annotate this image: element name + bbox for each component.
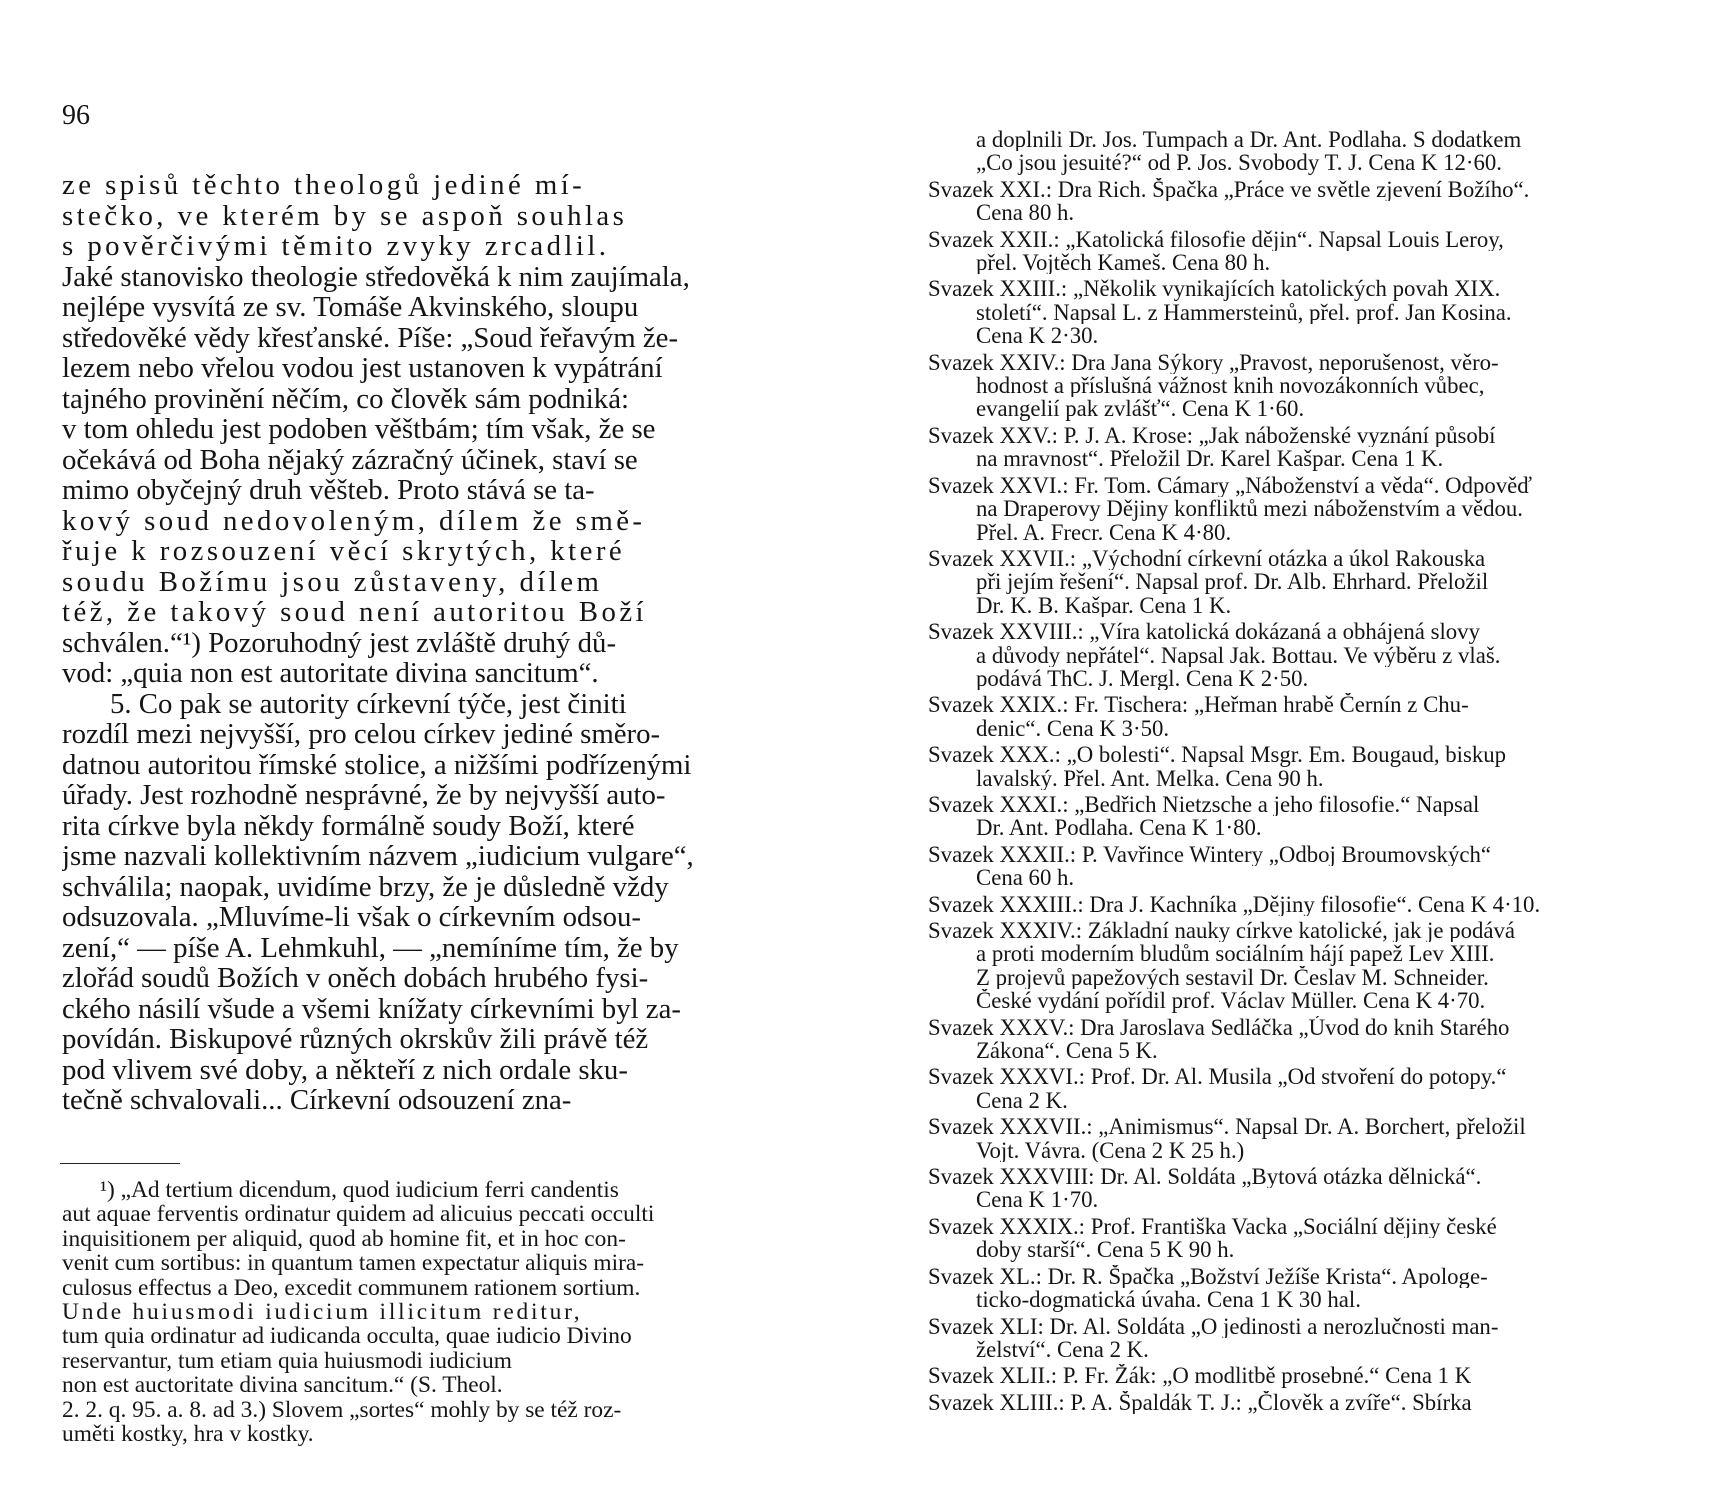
catalog-entry-line: Svazek XXIII.: „Několik vynikajících katolických povah XIX. bbox=[928, 277, 1501, 301]
text-line: zení,“ — píše A. Lehmkuhl, — „nemíníme tím, že by bbox=[62, 932, 679, 963]
text-line: rita církve byla někdy formálně soudy Boží, které bbox=[62, 810, 635, 841]
catalog-entry-line: a proti moderním bludům sociálním hájí papež Lev XIII. bbox=[976, 942, 1495, 966]
text-line: kový soud nedovoleným, dílem že smě- bbox=[62, 505, 646, 536]
catalog-entry-line: Svazek XXXIII.: Dra J. Kachníka „Dějiny filosofie“. Cena K 4·10. bbox=[928, 892, 1541, 916]
catalog-entry-line: Svazek XLII.: P. Fr. Žák: „O modlitbě prosebné.“ Cena 1 K bbox=[928, 1364, 1472, 1388]
catalog-entry-line: na mravnost“. Přeložil Dr. Karel Kašpar. Cena 1 K. bbox=[976, 447, 1444, 471]
catalog-entry-line: Cena 60 h. bbox=[976, 866, 1075, 890]
catalog-entry-line: České vydání pořídil prof. Václav Müller. Cena K 4·70. bbox=[976, 989, 1486, 1013]
catalog-entry-line: Svazek XXVI.: Fr. Tom. Cámary „Náboženství a věda“. Odpověď bbox=[928, 473, 1533, 498]
text-line: tajného provinění něčím, co člověk sám podniká: bbox=[62, 383, 629, 414]
text-line: povídán. Biskupové různých okrskův žili právě též bbox=[62, 1024, 649, 1055]
text-line: soudu Božímu jsou zůstaveny, dílem bbox=[62, 566, 603, 597]
catalog-entry-line: doby starší“. Cena 5 K 90 h. bbox=[976, 1238, 1235, 1262]
catalog-entry-line: Svazek XLI: Dr. Al. Soldáta „O jedinosti a nerozlučnosti man- bbox=[928, 1314, 1499, 1338]
catalog-entry-line: na Draperovy Dějiny konfliktů mezi náboženstvím a vědou. bbox=[976, 497, 1523, 521]
catalog-entry bbox=[928, 743, 1668, 790]
catalog-entry-line: Svazek XXIV.: Dra Jana Sýkory „Pravost, neporušenost, věro- bbox=[928, 350, 1499, 375]
text-line: jsme nazvali kollektivním názvem „iudicium vulgare“, bbox=[62, 841, 694, 872]
catalog-entry-line: přel. Vojtěch Kameš. Cena 80 h. bbox=[976, 251, 1271, 275]
text-line: schválila; naopak, uvidíme brzy, že je důsledně vždy bbox=[62, 871, 669, 902]
catalog-entry-line: Svazek XXXV.: Dra Jaroslava Sedláčka „Úvod do knih Starého bbox=[928, 1015, 1510, 1040]
catalog-entry-line: Svazek XXII.: „Katolická filosofie dějin“. Napsal Louis Leroy, bbox=[928, 227, 1504, 252]
catalog-entry bbox=[928, 1364, 1668, 1387]
catalog-entry-line: století“. Napsal L. z Hammersteinů, přel. prof. Jan Kosina. bbox=[976, 300, 1512, 325]
catalog-entry-line: Cena 80 h. bbox=[976, 201, 1075, 225]
catalog-entry-line: hodnost a příslušná vážnost knih novozákonních vůbec, bbox=[976, 374, 1485, 398]
text-line: rozdíl mezi nejvyšší, pro celou církev jediné směro- bbox=[62, 719, 661, 750]
footnote-line: aut aquae ferventis ordinatur quidem ad alicuius peccati occulti bbox=[62, 1202, 655, 1227]
text-line: očekává od Boha nějaký zázračný účinek, staví se bbox=[62, 444, 638, 475]
catalog-entry bbox=[928, 178, 1668, 225]
catalog-entry bbox=[928, 693, 1668, 740]
text-line: schválen.“¹) Pozoruhodný jest zvláště druhý dů- bbox=[62, 627, 617, 658]
catalog-entry bbox=[928, 228, 1668, 275]
catalog-entry bbox=[928, 1016, 1668, 1063]
catalog-entry-line: Svazek XXXVII.: „Animismus“. Napsal Dr. A. Borchert, přeložil bbox=[928, 1115, 1526, 1139]
catalog-entry-line: a důvody nepřátel“. Napsal Jak. Bottau. Ve výběru z vlaš. bbox=[976, 643, 1501, 667]
body-text bbox=[62, 170, 807, 1116]
text-line: odsuzovala. „Mluvíme-li však o církevním odsou- bbox=[62, 902, 642, 933]
catalog-entry bbox=[928, 547, 1668, 617]
catalog-entry bbox=[928, 1315, 1668, 1362]
catalog-entry-line: Svazek XLIII.: P. A. Špaldák T. J.: „Člověk a zvíře“. Sbírka bbox=[928, 1390, 1472, 1415]
footnote-line: 2. 2. q. 95. a. 8. ad 3.) Slovem „sortes“ mohly by se též roz- bbox=[62, 1397, 622, 1423]
page-number: 96 bbox=[62, 100, 90, 131]
text-line: ze spisů těchto theologů jediné mí- bbox=[62, 170, 586, 201]
catalog-entry bbox=[928, 277, 1668, 347]
catalog-entry-line: Svazek XXXI.: „Bedřich Nietzsche a jeho filosofie.“ Napsal bbox=[928, 792, 1480, 817]
text-line: s pověrčivými těmito zvyky zrcadlil. bbox=[62, 231, 610, 262]
catalog-entry bbox=[928, 1215, 1668, 1262]
catalog-entry-line: Svazek XL.: Dr. R. Špačka „Božství Ježíše Krista“. Apologe- bbox=[928, 1264, 1488, 1289]
footnote-divider bbox=[60, 1163, 180, 1164]
catalog-entry bbox=[928, 620, 1668, 690]
footnote-line: Unde huiusmodi iudicium illicitum reditur, bbox=[62, 1300, 583, 1325]
footnote-line: venit cum sortibus: in quantum tamen expectatur aliquis mira- bbox=[62, 1251, 645, 1276]
catalog-entry bbox=[928, 843, 1668, 890]
text-line: v tom ohledu jest podoben věštbám; tím však, že se bbox=[62, 414, 656, 445]
catalog-entry-line: Přel. A. Frecr. Cena K 4·80. bbox=[976, 520, 1232, 544]
catalog-entry-line: Svazek XXI.: Dra Rich. Špačka „Práce ve světle zjevení Božího“. bbox=[928, 177, 1530, 202]
catalog-entry-line: Svazek XXV.: P. J. A. Krose: „Jak náboženské vyznání působí bbox=[928, 423, 1496, 448]
catalog-entry-line: „Co jsou jesuité?“ od P. Jos. Svobody T. J. Cena K 12·60. bbox=[976, 151, 1502, 175]
catalog-entry-line: želství“. Cena 2 K. bbox=[976, 1337, 1149, 1362]
catalog-entry-line: Dr. Ant. Podlaha. Cena K 1·80. bbox=[976, 816, 1262, 840]
catalog-entry-line: Cena 2 K. bbox=[976, 1088, 1068, 1113]
catalog-entry bbox=[928, 893, 1668, 916]
text-line: datnou autoritou římské stolice, a nižšími podřízenými bbox=[62, 749, 692, 780]
catalog-entry bbox=[928, 474, 1668, 544]
text-line: ckého násilí všude a všemi knížaty církevními byl za- bbox=[62, 993, 681, 1024]
catalog-entry-line: a doplnili Dr. Jos. Tumpach a Dr. Ant. Podlaha. S dodatkem bbox=[976, 128, 1522, 152]
catalog-entry-line: Cena K 2·30. bbox=[976, 324, 1099, 348]
catalog-entry-line: Z projevů papežových sestavil Dr. Česlav M. Schneider. bbox=[976, 965, 1489, 990]
catalog-entry bbox=[928, 793, 1668, 840]
catalog-entry-line: Svazek XXXII.: P. Vavřince Wintery „Odboj Broumovských“ bbox=[928, 842, 1491, 867]
catalog-entry-line: Svazek XXXIX.: Prof. Františka Vacka „Sociální dějiny české bbox=[928, 1214, 1497, 1239]
catalog-entry bbox=[928, 1265, 1668, 1312]
catalog-entry-line: podává ThC. J. Mergl. Cena K 2·50. bbox=[976, 666, 1309, 691]
footnote-line: ¹) „Ad tertium dicendum, quod iudicium ferri candentis bbox=[100, 1178, 619, 1203]
catalog-entry-line: Svazek XXXVI.: Prof. Dr. Al. Musila „Od stvoření do potopy.“ bbox=[928, 1065, 1507, 1089]
text-line: vod: „quia non est autoritate divina sancitum“. bbox=[62, 658, 599, 689]
catalog-entry-line: Svazek XXIX.: Fr. Tischera: „Heřman hrabě Černín z Chu- bbox=[928, 693, 1469, 717]
footnote-line: tum quia ordinatur ad iudicanda occulta, quae iudicio Divino bbox=[62, 1324, 632, 1349]
footnote-line: non est auctoritate divina sancitum.“ (S. Theol. bbox=[62, 1373, 503, 1398]
catalog-entry-line: Svazek XXXIV.: Základní nauky církve katolické, jak je podává bbox=[928, 919, 1516, 943]
catalog-entry-line: Svazek XXX.: „O bolesti“. Napsal Msgr. Em. Bougaud, biskup bbox=[928, 743, 1507, 767]
catalog-entry-line: Zákona“. Cena 5 K. bbox=[976, 1039, 1158, 1063]
catalog-entry-line: denic“. Cena K 3·50. bbox=[976, 716, 1170, 741]
text-line: řuje k rozsouzení věcí skrytých, které bbox=[62, 536, 626, 567]
catalog-entry-line: Vojt. Vávra. (Cena 2 K 25 h.) bbox=[976, 1138, 1245, 1163]
footnote-line: reservantur, tum etiam quia huiusmodi iudicium bbox=[62, 1348, 512, 1374]
catalog-entry bbox=[928, 1115, 1668, 1162]
catalog-entry-line: Cena K 1·70. bbox=[976, 1188, 1099, 1212]
catalog-entry-line: ticko-dogmatická úvaha. Cena 1 K 30 hal. bbox=[976, 1288, 1361, 1312]
text-line: zlořád soudů Božích v oněch dobách hrubého fysi- bbox=[62, 963, 649, 994]
footnote-line: uměti kostky, hra v kostky. bbox=[62, 1422, 314, 1447]
text-line: pod vlivem své doby, a někteří z nich ordale sku- bbox=[62, 1054, 628, 1085]
catalog-entry-line: Dr. K. B. Kašpar. Cena 1 K. bbox=[976, 593, 1232, 618]
text-line: nejlépe vysvítá ze sv. Tomáše Akvinského, sloupu bbox=[62, 292, 639, 323]
text-line: 5. Co pak se autority církevní týče, jest činiti bbox=[110, 688, 627, 719]
catalog-entry bbox=[928, 1065, 1668, 1112]
catalog-entry-line: Svazek XXVIII.: „Víra katolická dokázaná a obhájená slovy bbox=[928, 620, 1480, 644]
catalog-entry bbox=[928, 1165, 1668, 1212]
text-line: lezem nebo vřelou vodou jest ustanoven k vypátrání bbox=[62, 353, 663, 384]
catalog-entry-line: lavalský. Přel. Ant. Melka. Cena 90 h. bbox=[976, 766, 1324, 790]
catalog-entry-line: Svazek XXXVIII: Dr. Al. Soldáta „Bytová otázka dělnická“. bbox=[928, 1165, 1482, 1189]
text-line: Jaké stanovisko theologie středověká k nim zaujímala, bbox=[62, 261, 690, 292]
catalog-entry-line: Svazek XXVII.: „Východní církevní otázka a úkol Rakouska bbox=[928, 546, 1486, 571]
footnote bbox=[62, 1178, 807, 1446]
text-line: úřady. Jest rozhodně nesprávné, že by nejvyšší auto- bbox=[62, 780, 666, 811]
left-column bbox=[62, 170, 807, 1116]
catalog-entry bbox=[928, 424, 1668, 471]
catalog-entry bbox=[928, 351, 1668, 421]
text-line: středověké vědy křesťanské. Píše: „Soud řeřavým že- bbox=[62, 322, 679, 353]
catalog-entry-line: evangelií pak zvlášť“. Cena K 1·60. bbox=[976, 397, 1305, 421]
catalog-entry-line: při jejím řešení“. Napsal prof. Dr. Alb. Ehrhard. Přeložil bbox=[976, 570, 1489, 594]
footnote-line: culosus effectus a Deo, excedit communem rationem sortium. bbox=[62, 1275, 641, 1301]
footnote-line: inquisitionem per aliquid, quod ab homine fit, et in hoc con- bbox=[62, 1226, 626, 1252]
text-line: mimo obyčejný druh věšteb. Proto stává se ta- bbox=[62, 475, 595, 506]
catalog-entry bbox=[928, 128, 1668, 175]
text-line: tečně schvalovali... Církevní odsouzení zna- bbox=[62, 1085, 572, 1116]
right-column-catalog bbox=[928, 128, 1668, 1417]
catalog-entry bbox=[928, 919, 1668, 1013]
catalog-entry bbox=[928, 1391, 1668, 1414]
text-line: stečko, ve kterém by se aspoň souhlas bbox=[62, 200, 628, 231]
text-line: též, že takový soud není autoritou Boží bbox=[62, 597, 648, 628]
